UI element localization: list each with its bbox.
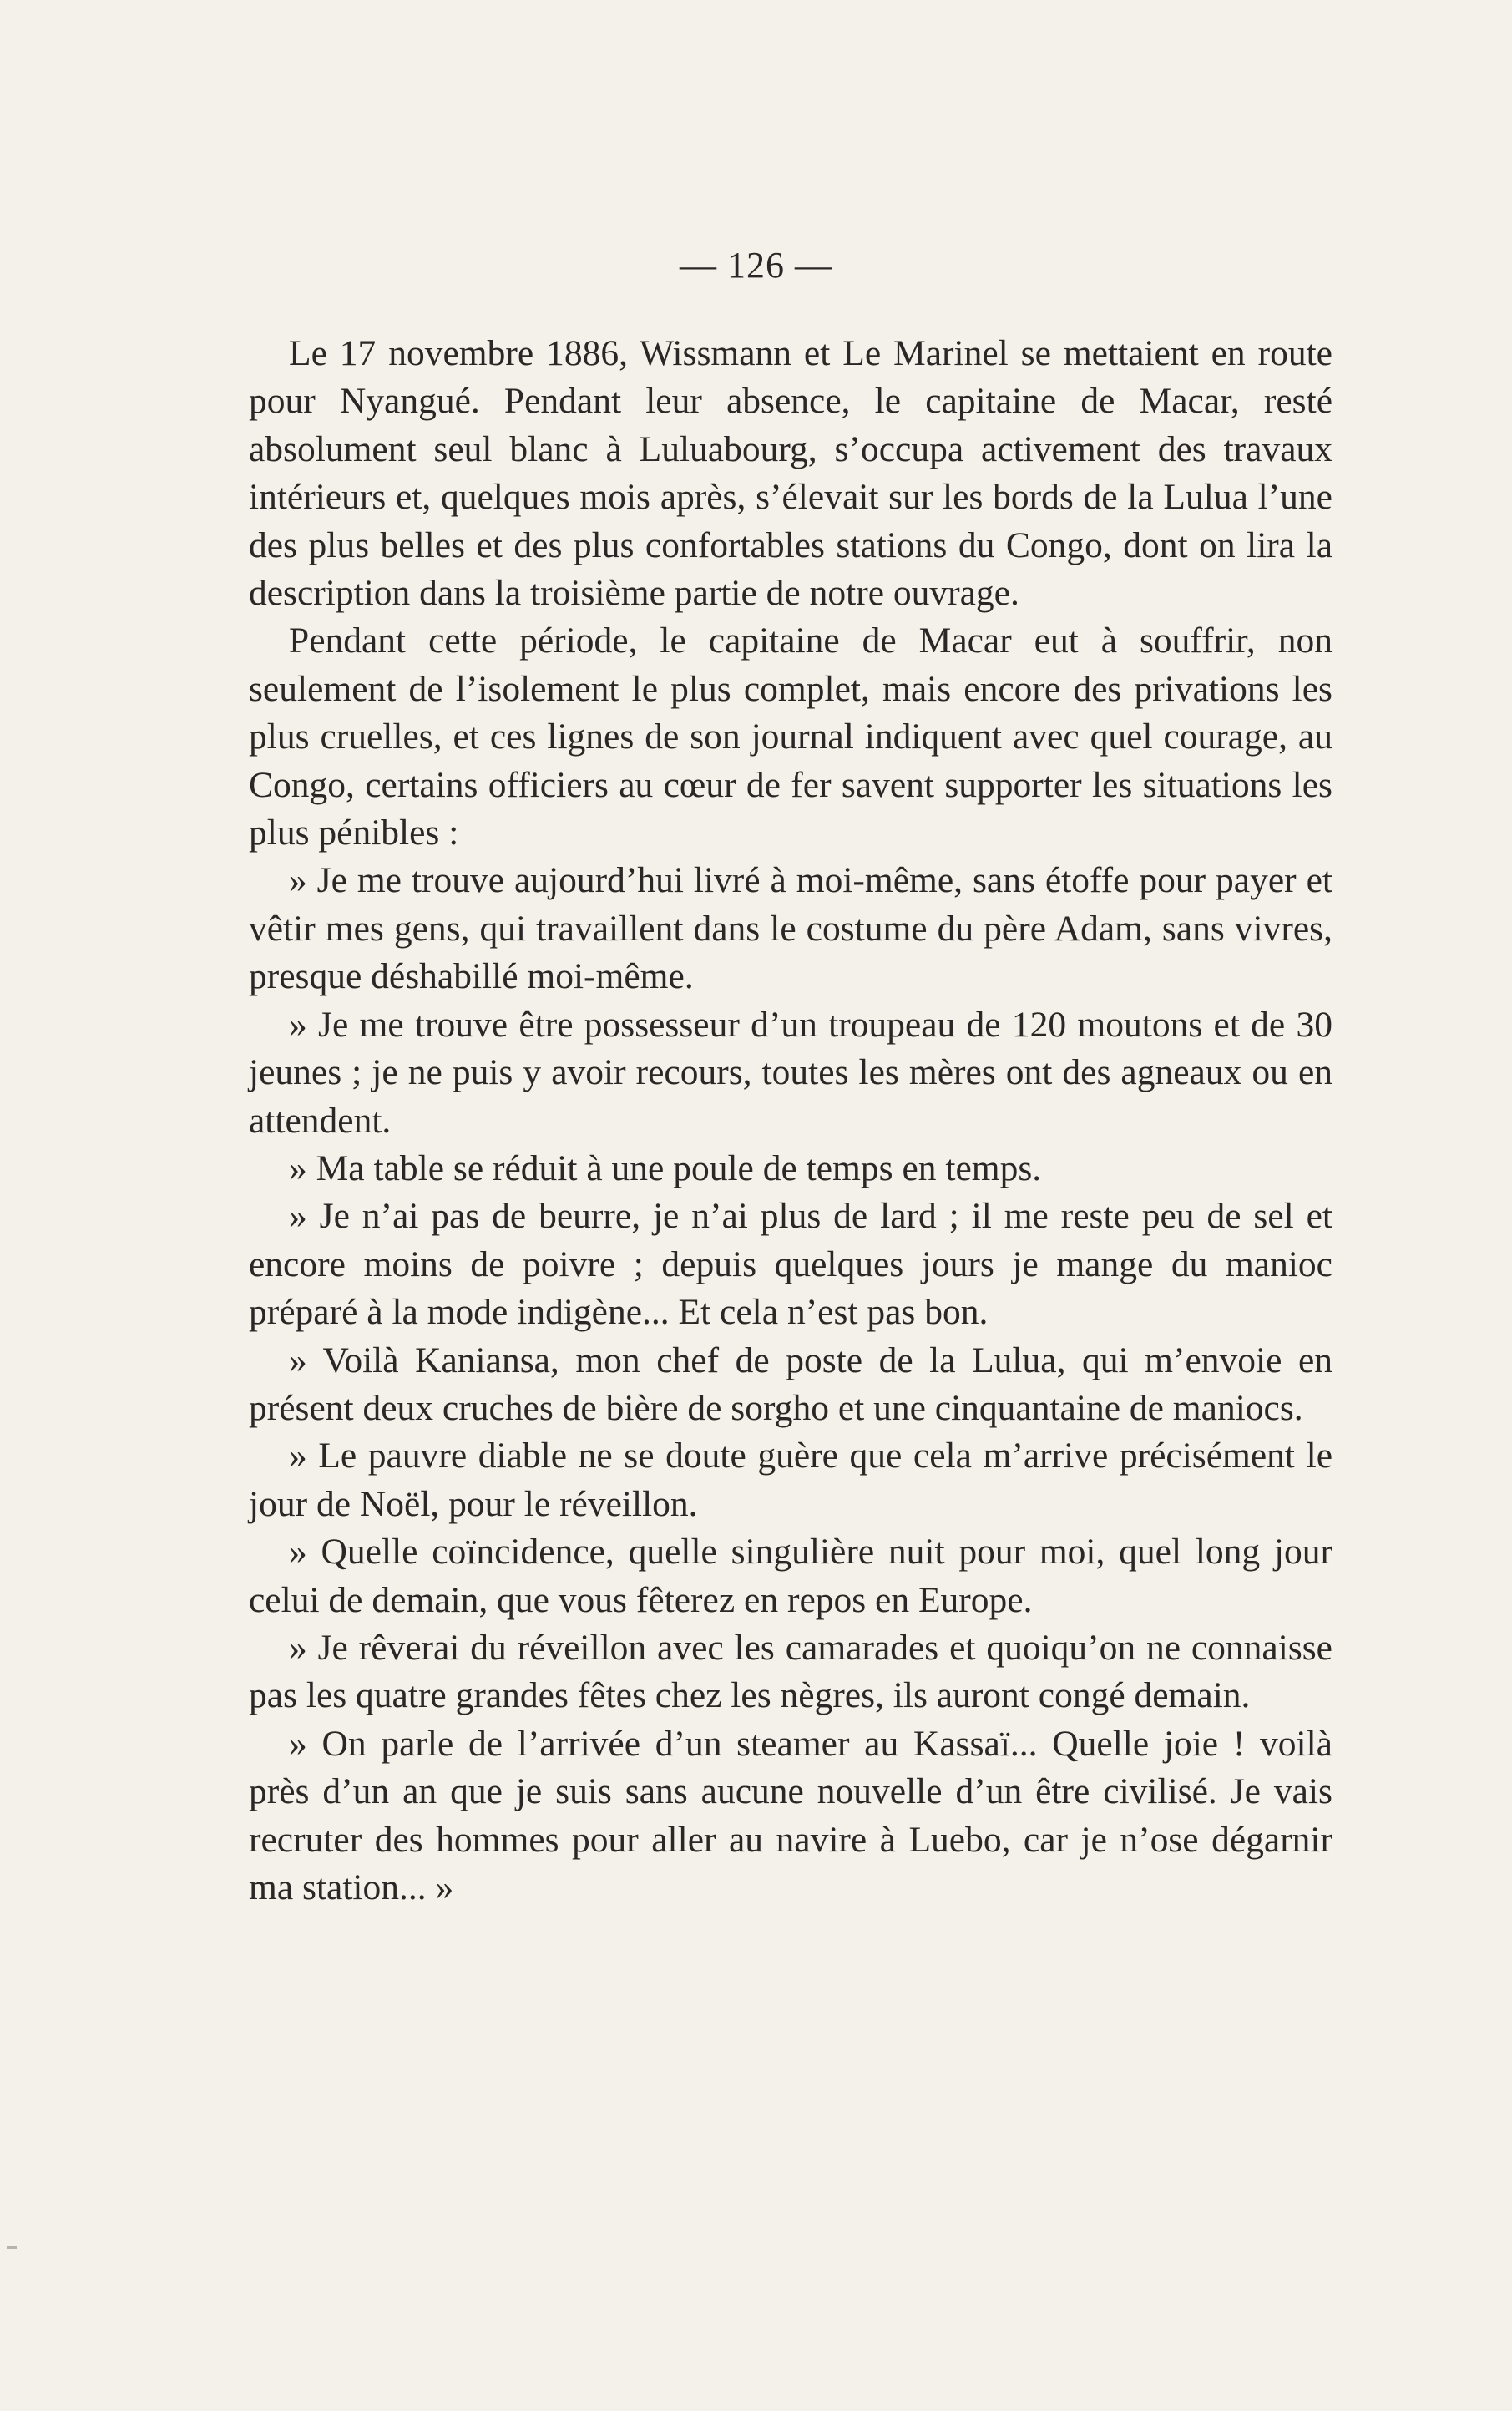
paragraph: » Je rêverai du réveillon avec les camarades et quoiqu’on ne connaisse pas les quatre grandes fêtes chez les nègres, ils auront congé demain. (249, 1627, 1332, 1716)
body-text (249, 330, 1332, 1912)
page-number: — 126 — (680, 245, 832, 286)
paragraph: » Je me trouve être possesseur d’un troupeau de 120 moutons et de 30 jeunes ; je ne puis y avoir recours, toutes les mères ont des agneaux ou en attendent. (249, 1004, 1332, 1141)
paragraph: » Je n’ai pas de beurre, je n’ai plus de lard ; il me reste peu de sel et encore moins de poivre ; depuis quelques jours je mange du manioc préparé à la mode indigène... Et cela n’est pas bon. (249, 1196, 1332, 1333)
margin-mark (7, 2246, 17, 2249)
paragraph: » On parle de l’arrivée d’un steamer au Kassaï... Quelle joie ! voilà près d’un an que je suis sans aucune nouvelle d’un être civilisé. Je vais recruter des hommes pour aller au navire à Luebo, car je n’ose dégarnir ma station... » (249, 1723, 1332, 1907)
paragraph: Le 17 novembre 1886, Wissmann et Le Marinel se mettaient en route pour Nyangué. Pendant leur absence, le capitaine de Macar, resté absolument seul blanc à Luluabourg, s’occupa activement des travaux intérieurs et, quelques mois après, s’élevait sur les bords de la Lulua l’une des plus belles et des plus confortables stations du Congo, dont on lira la description dans la troisième partie de notre ouvrage. (249, 333, 1332, 614)
paragraph: » Quelle coïncidence, quelle singulière nuit pour moi, quel long jour celui de demain, que vous fêterez en repos en Europe. (249, 1532, 1332, 1620)
paragraph: Pendant cette période, le capitaine de Macar eut à souffrir, non seulement de l’isolement le plus complet, mais encore des privations les plus cruelles, et ces lignes de son journal indiquent avec quel courage, au Congo, certains officiers au cœur de fer savent supporter les situations les plus pénibles : (249, 620, 1332, 853)
paragraph: » Ma table se réduit à une poule de temps en temps. (289, 1147, 1042, 1188)
paragraph: » Le pauvre diable ne se doute guère que cela m’arrive précisément le jour de Noël, pour le réveillon. (249, 1436, 1332, 1524)
paragraph: » Voilà Kaniansa, mon chef de poste de la Lulua, qui m’envoie en présent deux cruches de bière de sorgho et une cinquantaine de maniocs. (249, 1340, 1332, 1428)
paragraph: » Je me trouve aujourd’hui livré à moi-même, sans étoffe pour payer et vêtir mes gens, qui travaillent dans le costume du père Adam, sans vivres, presque déshabillé moi-même. (249, 860, 1332, 997)
